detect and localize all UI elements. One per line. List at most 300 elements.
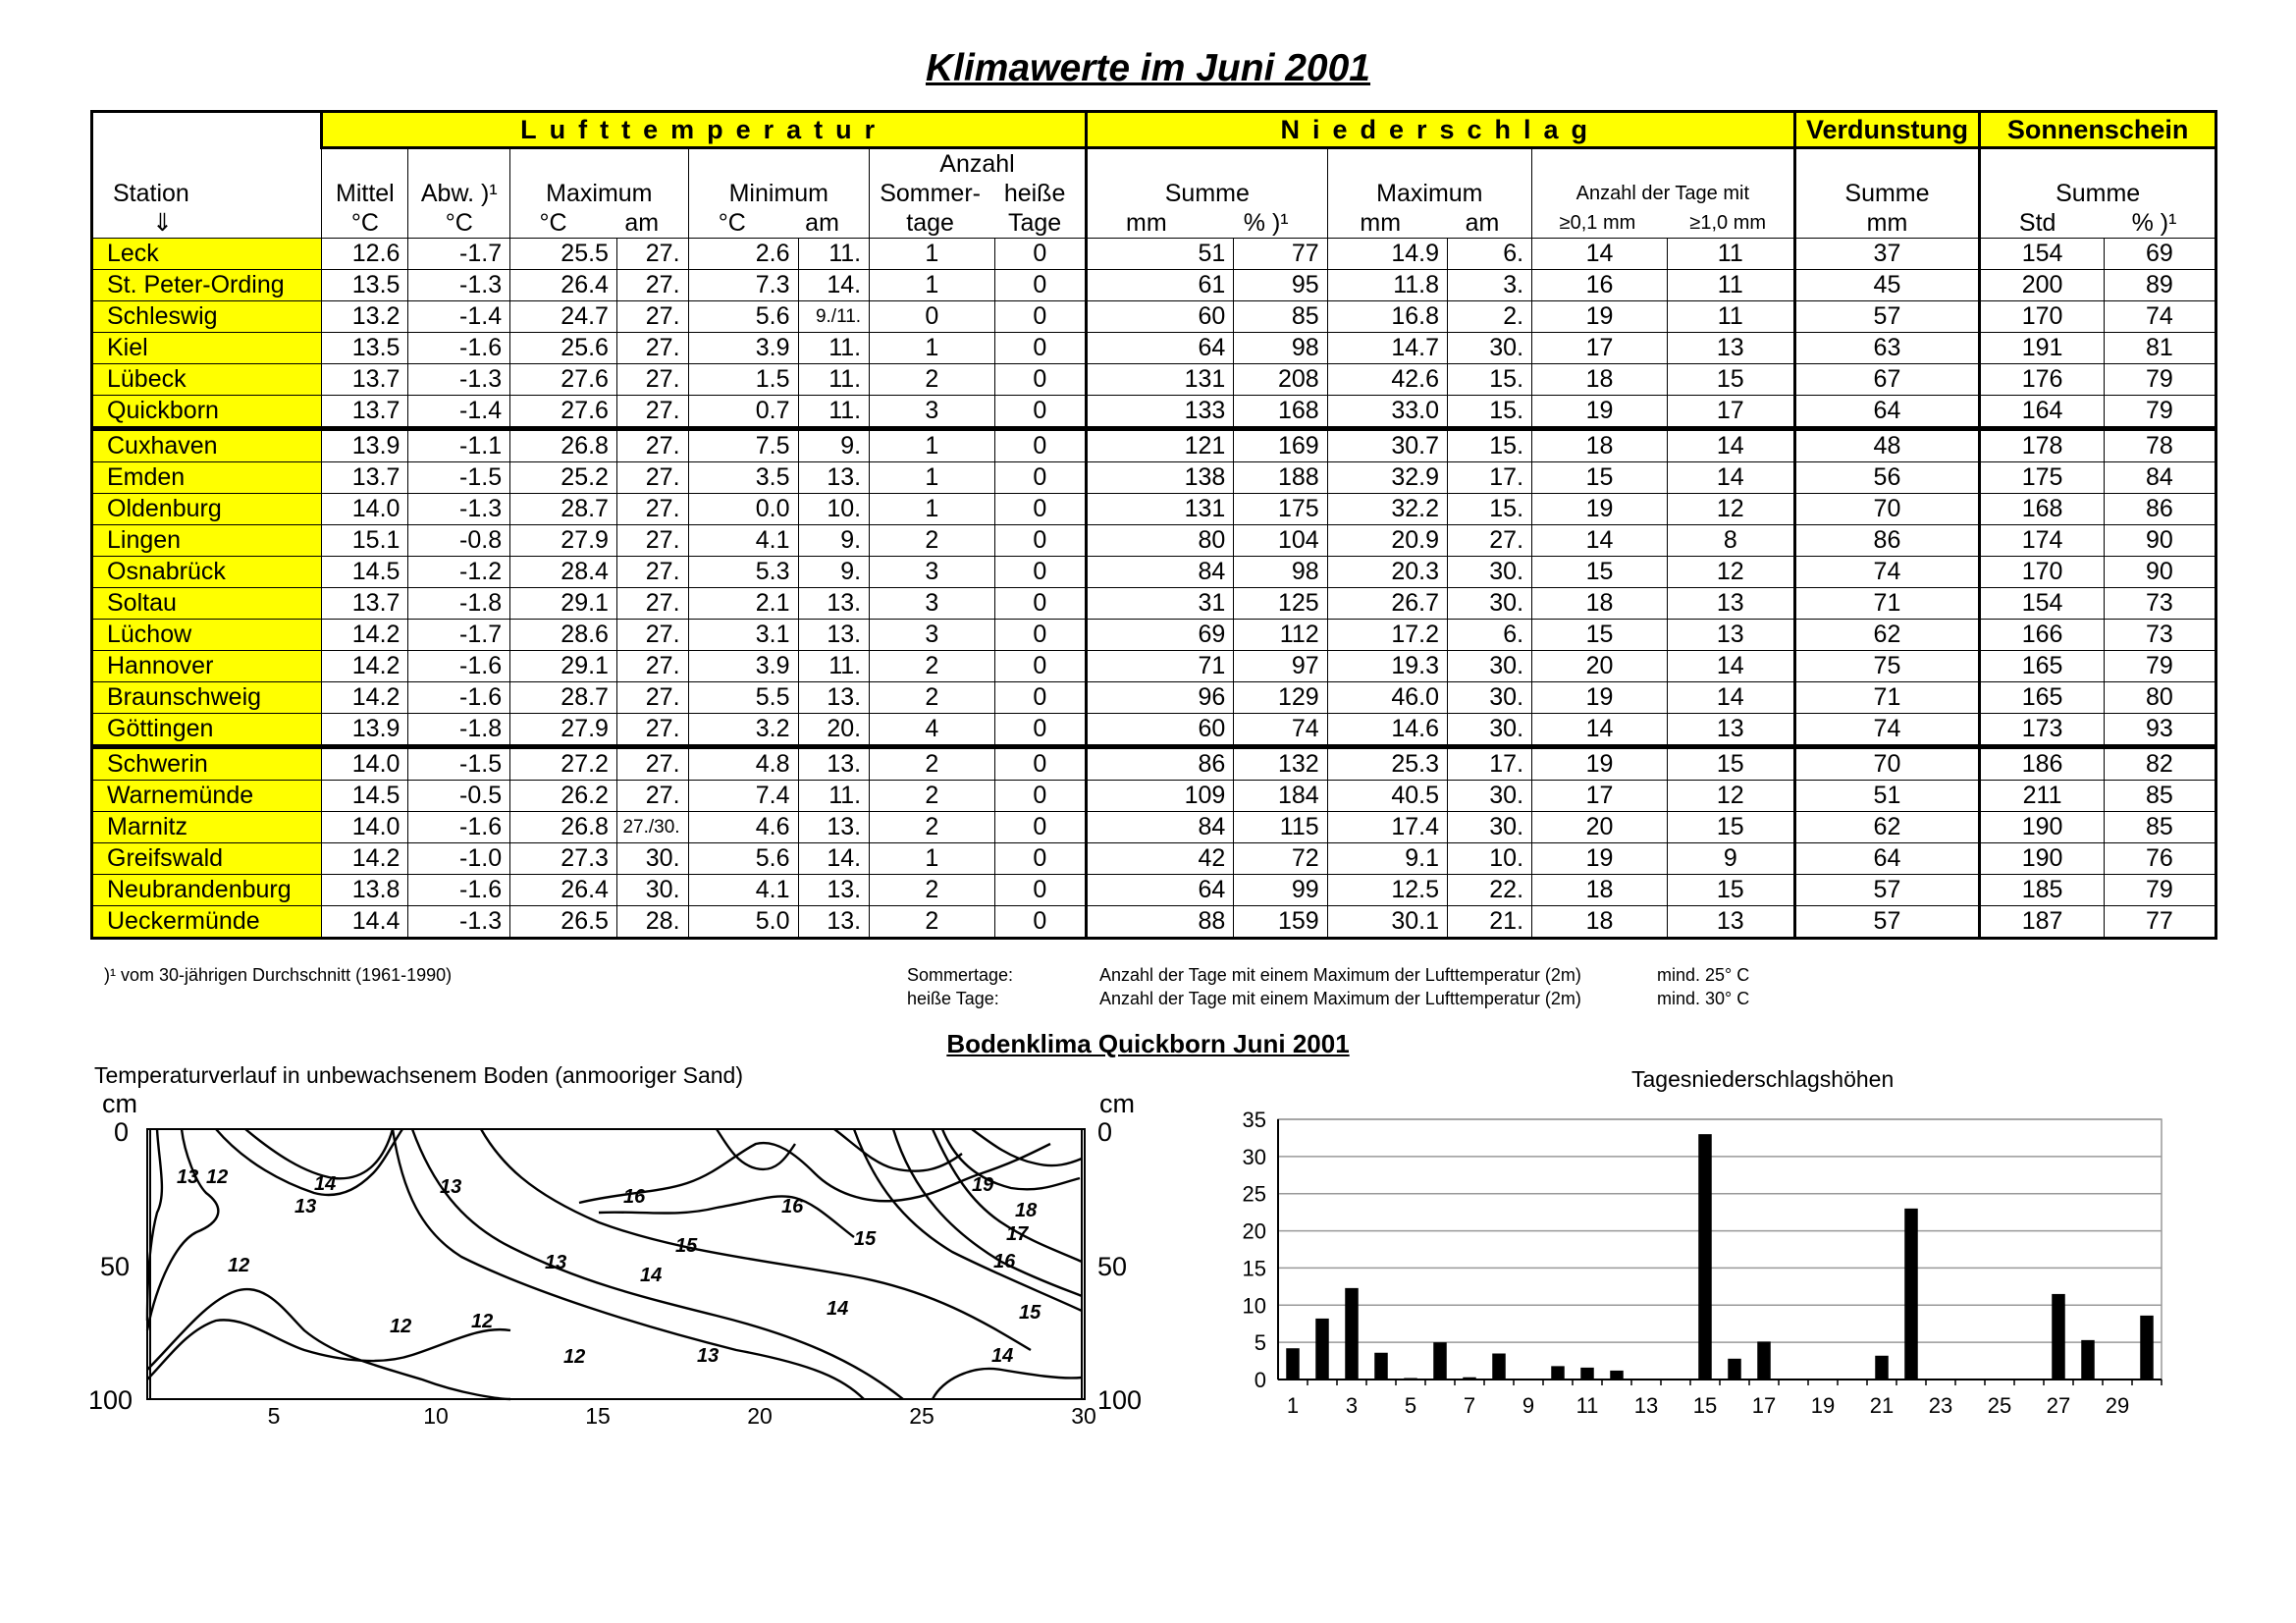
- table-row: [92, 494, 2216, 525]
- table-cell: 27.: [1448, 525, 1532, 557]
- table-cell: 14: [1667, 682, 1794, 714]
- station-header-top: [92, 112, 322, 148]
- table-cell: 14.2: [322, 682, 408, 714]
- group-header-sonnenschein: Sonnenschein: [1980, 112, 2216, 148]
- table-cell: 27.: [616, 747, 688, 781]
- table-cell: 12.5: [1327, 875, 1447, 906]
- table-row: [92, 843, 2216, 875]
- table-cell: 1: [870, 494, 995, 525]
- table-cell: 51: [1794, 781, 1980, 812]
- table-cell: 37: [1794, 239, 1980, 270]
- table-cell: 190: [1980, 812, 2104, 843]
- contour-label: 13: [545, 1252, 567, 1273]
- group-header-niederschlag: Niederschlag: [1086, 112, 1794, 148]
- table-cell: 13.: [798, 747, 870, 781]
- station-name: Leck: [92, 239, 322, 270]
- table-cell: 14.: [798, 270, 870, 301]
- table-cell: 7.5: [688, 429, 798, 462]
- table-cell: 30.: [1448, 651, 1532, 682]
- x-tick-label: 7: [1463, 1393, 1476, 1418]
- table-cell: 121: [1086, 429, 1233, 462]
- station-name: Ueckermünde: [92, 906, 322, 939]
- header-minimum: Minimum °C am: [688, 148, 870, 239]
- table-cell: 27.6: [510, 396, 617, 429]
- x-tick-label: 17: [1751, 1393, 1777, 1418]
- table-cell: -1.6: [408, 812, 510, 843]
- station-name: Lüchow: [92, 620, 322, 651]
- table-cell: 26.7: [1327, 588, 1447, 620]
- table-cell: -1.4: [408, 396, 510, 429]
- table-cell: 27.: [616, 239, 688, 270]
- table-cell: 17.4: [1327, 812, 1447, 843]
- table-cell: 15: [1667, 747, 1794, 781]
- table-cell: 57: [1794, 906, 1980, 939]
- sommertage-text: Anzahl der Tage mit einem Maximum der Lufttemperatur (2m): [1099, 965, 1581, 985]
- table-cell: 0: [994, 270, 1086, 301]
- bar: [1345, 1288, 1359, 1380]
- table-cell: 32.2: [1327, 494, 1447, 525]
- contour-label: 13: [294, 1196, 317, 1217]
- contour-label: 12: [228, 1255, 250, 1276]
- table-cell: 2: [870, 781, 995, 812]
- y-tick-label: 15: [1242, 1256, 1266, 1281]
- table-cell: 178: [1980, 429, 2104, 462]
- table-row: [92, 906, 2216, 939]
- table-cell: 30.: [1448, 588, 1532, 620]
- table-cell: 11: [1667, 270, 1794, 301]
- table-cell: 14.7: [1327, 333, 1447, 364]
- table-cell: 28.7: [510, 682, 617, 714]
- table-cell: 4.6: [688, 812, 798, 843]
- table-row: [92, 301, 2216, 333]
- contour-label: 15: [854, 1228, 877, 1250]
- table-row: [92, 364, 2216, 396]
- table-cell: 19: [1532, 301, 1668, 333]
- x-tick-label: 5: [1404, 1393, 1417, 1418]
- table-cell: 131: [1086, 364, 1233, 396]
- station-name: Lingen: [92, 525, 322, 557]
- table-cell: 17: [1667, 396, 1794, 429]
- table-cell: 1: [870, 843, 995, 875]
- contour-ytick-left-100: 100: [88, 1385, 133, 1415]
- table-cell: 170: [1980, 557, 2104, 588]
- table-cell: 79: [2104, 364, 2216, 396]
- page-title: Klimawerte im Juni 2001: [925, 47, 1371, 89]
- table-cell: 14.4: [322, 906, 408, 939]
- table-cell: 2: [870, 747, 995, 781]
- table-cell: 14.5: [322, 557, 408, 588]
- contour-lines: [147, 1129, 1082, 1399]
- table-cell: 4.8: [688, 747, 798, 781]
- contour-label: 14: [640, 1265, 663, 1286]
- table-cell: 76: [2104, 843, 2216, 875]
- table-cell: 77: [1234, 239, 1327, 270]
- table-row: [92, 875, 2216, 906]
- table-cell: 4: [870, 714, 995, 747]
- table-cell: 51: [1086, 239, 1233, 270]
- station-name: St. Peter-Ording: [92, 270, 322, 301]
- table-cell: 11: [1667, 239, 1794, 270]
- bodenklima-title: Bodenklima Quickborn Juni 2001: [946, 1029, 1350, 1058]
- table-cell: 19: [1532, 747, 1668, 781]
- table-cell: 112: [1234, 620, 1327, 651]
- contour-label: 16: [623, 1186, 646, 1208]
- header-anzahl: Anzahl Sommer- tage heiße Tage: [870, 148, 1087, 239]
- table-cell: 25.6: [510, 333, 617, 364]
- table-cell: 13: [1667, 620, 1794, 651]
- table-cell: 46.0: [1327, 682, 1447, 714]
- header-mittel: Mittel °C: [322, 148, 408, 239]
- table-cell: 184: [1234, 781, 1327, 812]
- table-cell: 191: [1980, 333, 2104, 364]
- table-cell: 5.5: [688, 682, 798, 714]
- table-cell: 20: [1532, 812, 1668, 843]
- table-cell: 13: [1667, 588, 1794, 620]
- table-cell: 2: [870, 682, 995, 714]
- contour-label: 16: [993, 1251, 1016, 1272]
- table-cell: 64: [1794, 843, 1980, 875]
- table-cell: 73: [2104, 588, 2216, 620]
- table-cell: 86: [1086, 747, 1233, 781]
- table-cell: 2: [870, 525, 995, 557]
- table-cell: 13.9: [322, 714, 408, 747]
- table-cell: 79: [2104, 396, 2216, 429]
- x-tick-label: 23: [1928, 1393, 1953, 1418]
- table-cell: 86: [1794, 525, 1980, 557]
- table-cell: 29.1: [510, 588, 617, 620]
- table-cell: 26.4: [510, 875, 617, 906]
- contour-xtick: 10: [423, 1403, 449, 1429]
- table-cell: 18: [1532, 906, 1668, 939]
- table-cell: 2: [870, 906, 995, 939]
- table-cell: 10.: [798, 494, 870, 525]
- x-tick-label: 15: [1692, 1393, 1718, 1418]
- table-cell: 170: [1980, 301, 2104, 333]
- table-cell: 82: [2104, 747, 2216, 781]
- table-cell: 169: [1234, 429, 1327, 462]
- table-cell: 29.1: [510, 651, 617, 682]
- table-cell: 0: [994, 588, 1086, 620]
- table-cell: 40.5: [1327, 781, 1447, 812]
- table-cell: 3.9: [688, 651, 798, 682]
- bar: [1463, 1378, 1476, 1380]
- table-cell: -1.0: [408, 843, 510, 875]
- table-row: [92, 781, 2216, 812]
- table-row: [92, 462, 2216, 494]
- table-cell: 2.6: [688, 239, 798, 270]
- table-cell: 27.: [616, 714, 688, 747]
- bar: [1404, 1378, 1417, 1380]
- table-cell: 0: [870, 301, 995, 333]
- table-cell: 9.: [798, 557, 870, 588]
- table-cell: 15: [1532, 462, 1668, 494]
- table-cell: -1.2: [408, 557, 510, 588]
- table-cell: 27.: [616, 494, 688, 525]
- table-cell: 13.: [798, 875, 870, 906]
- table-cell: 208: [1234, 364, 1327, 396]
- table-cell: 132: [1234, 747, 1327, 781]
- bar: [1610, 1371, 1624, 1380]
- table-cell: 5.6: [688, 301, 798, 333]
- table-cell: 154: [1980, 239, 2104, 270]
- table-cell: 32.9: [1327, 462, 1447, 494]
- sommertage-label: Sommertage:: [907, 965, 1014, 985]
- table-cell: 11.: [798, 651, 870, 682]
- table-cell: 0: [994, 462, 1086, 494]
- table-cell: 26.4: [510, 270, 617, 301]
- table-cell: 30.: [1448, 781, 1532, 812]
- table-cell: 11: [1667, 301, 1794, 333]
- table-cell: 0: [994, 494, 1086, 525]
- table-cell: 67: [1794, 364, 1980, 396]
- table-cell: 98: [1234, 557, 1327, 588]
- table-cell: 11.: [798, 364, 870, 396]
- x-tick-label: 3: [1345, 1393, 1359, 1418]
- table-cell: 27.: [616, 364, 688, 396]
- table-cell: -0.8: [408, 525, 510, 557]
- table-row: [92, 682, 2216, 714]
- table-cell: 18: [1532, 588, 1668, 620]
- table-cell: 13.: [798, 588, 870, 620]
- table-cell: -1.3: [408, 494, 510, 525]
- table-cell: 2: [870, 651, 995, 682]
- table-body: [92, 239, 2216, 939]
- table-cell: 15: [1532, 620, 1668, 651]
- contour-label: 12: [390, 1316, 412, 1337]
- header-sommertage: Sommer- tage: [880, 180, 981, 237]
- table-cell: 14.9: [1327, 239, 1447, 270]
- contour-label: 13: [697, 1345, 720, 1367]
- station-name: Greifswald: [92, 843, 322, 875]
- table-cell: 26.5: [510, 906, 617, 939]
- table-cell: 42: [1086, 843, 1233, 875]
- table-cell: 97: [1234, 651, 1327, 682]
- table-cell: 13: [1667, 714, 1794, 747]
- table-cell: 15.1: [322, 525, 408, 557]
- bar: [1875, 1356, 1889, 1380]
- station-name: Kiel: [92, 333, 322, 364]
- table-cell: 64: [1794, 396, 1980, 429]
- table-row: [92, 429, 2216, 462]
- table-cell: 30.: [1448, 557, 1532, 588]
- table-cell: 168: [1980, 494, 2104, 525]
- x-tick-label: 9: [1522, 1393, 1535, 1418]
- bar: [1580, 1368, 1594, 1380]
- table-cell: 56: [1794, 462, 1980, 494]
- y-tick-label: 10: [1242, 1293, 1266, 1319]
- table-cell: 27.: [616, 620, 688, 651]
- table-cell: 61: [1086, 270, 1233, 301]
- table-cell: -1.6: [408, 682, 510, 714]
- table-cell: 22.: [1448, 875, 1532, 906]
- table-cell: 19.3: [1327, 651, 1447, 682]
- table-cell: 27.: [616, 462, 688, 494]
- table-cell: 0: [994, 875, 1086, 906]
- heisse-label: heiße Tage:: [907, 989, 999, 1008]
- table-cell: 30.: [1448, 682, 1532, 714]
- table-cell: -1.3: [408, 364, 510, 396]
- contour-xtick: 30: [1071, 1403, 1096, 1429]
- bar: [1433, 1342, 1447, 1380]
- table-cell: 62: [1794, 620, 1980, 651]
- table-cell: 7.3: [688, 270, 798, 301]
- table-cell: 138: [1086, 462, 1233, 494]
- table-cell: 11.: [798, 333, 870, 364]
- plot-area: [1278, 1119, 2162, 1380]
- table-cell: 84: [1086, 557, 1233, 588]
- table-cell: 9.: [798, 429, 870, 462]
- table-cell: -1.1: [408, 429, 510, 462]
- table-cell: 13.: [798, 906, 870, 939]
- table-cell: -1.8: [408, 588, 510, 620]
- contour-ytick-right-0: 0: [1097, 1117, 1113, 1147]
- table-cell: 129: [1234, 682, 1327, 714]
- table-cell: 25.2: [510, 462, 617, 494]
- table-cell: -1.3: [408, 906, 510, 939]
- contour-label: 16: [781, 1196, 804, 1217]
- table-cell: 0: [994, 301, 1086, 333]
- table-cell: 13.7: [322, 364, 408, 396]
- bar: [2052, 1294, 2065, 1380]
- y-tick-label: 25: [1242, 1181, 1266, 1207]
- table-cell: 20: [1532, 651, 1668, 682]
- y-tick-label: 35: [1242, 1109, 1266, 1132]
- table-cell: 28.7: [510, 494, 617, 525]
- table-cell: 211: [1980, 781, 2104, 812]
- table-cell: 14: [1667, 651, 1794, 682]
- contour-xtick: 25: [909, 1403, 934, 1429]
- table-row: [92, 714, 2216, 747]
- station-name: Schwerin: [92, 747, 322, 781]
- x-tick-label: 19: [1810, 1393, 1836, 1418]
- table-cell: 0: [994, 620, 1086, 651]
- table-cell: 3.5: [688, 462, 798, 494]
- table-cell: 17.2: [1327, 620, 1447, 651]
- bar: [1728, 1359, 1741, 1380]
- table-cell: 79: [2104, 875, 2216, 906]
- table-cell: 25.3: [1327, 747, 1447, 781]
- table-cell: 5.3: [688, 557, 798, 588]
- table-cell: 89: [2104, 270, 2216, 301]
- table-cell: 2: [870, 812, 995, 843]
- contour-ytick-left-0: 0: [114, 1117, 130, 1147]
- table-cell: 14.6: [1327, 714, 1447, 747]
- table-cell: 30.: [1448, 333, 1532, 364]
- contour-unit-right: cm: [1099, 1089, 1135, 1118]
- table-cell: 3.1: [688, 620, 798, 651]
- table-cell: 71: [1794, 588, 1980, 620]
- table-row: [92, 396, 2216, 429]
- station-name: Hannover: [92, 651, 322, 682]
- table-cell: -0.5: [408, 781, 510, 812]
- table-cell: 74: [2104, 301, 2216, 333]
- contour-chart: [88, 1085, 1178, 1438]
- table-cell: 57: [1794, 875, 1980, 906]
- contour-caption: Temperaturverlauf in unbewachsenem Boden (anmooriger Sand): [94, 1062, 743, 1088]
- contour-label: 15: [1019, 1302, 1041, 1324]
- table-cell: 13.: [798, 682, 870, 714]
- header-n-maximum: Maximum mm am: [1327, 148, 1531, 239]
- table-cell: 28.4: [510, 557, 617, 588]
- table-cell: 9./11.: [798, 301, 870, 333]
- table-cell: 9.: [798, 525, 870, 557]
- contour-label: 14: [991, 1345, 1014, 1367]
- table-cell: 28.: [616, 906, 688, 939]
- table-cell: 12: [1667, 494, 1794, 525]
- table-cell: 11.8: [1327, 270, 1447, 301]
- table-cell: 80: [1086, 525, 1233, 557]
- contour-label: 15: [675, 1235, 698, 1257]
- table-cell: -1.5: [408, 747, 510, 781]
- contour-xtick: 15: [585, 1403, 611, 1429]
- table-cell: 27.: [616, 781, 688, 812]
- table-cell: 3.2: [688, 714, 798, 747]
- header-heisse-tage: heiße Tage: [1003, 180, 1066, 237]
- table-cell: 0: [994, 525, 1086, 557]
- table-cell: -1.3: [408, 270, 510, 301]
- table-cell: -1.5: [408, 462, 510, 494]
- table-cell: 0: [994, 239, 1086, 270]
- table-cell: 14: [1532, 525, 1668, 557]
- table-cell: 14: [1532, 239, 1668, 270]
- table-cell: 13.: [798, 620, 870, 651]
- table-cell: 27.: [616, 333, 688, 364]
- table-cell: 74: [1794, 714, 1980, 747]
- table-cell: 30.1: [1327, 906, 1447, 939]
- table-cell: 74: [1794, 557, 1980, 588]
- table-cell: 27.: [616, 557, 688, 588]
- bar: [1757, 1341, 1771, 1380]
- table-cell: 12.6: [322, 239, 408, 270]
- contour-label: 13: [177, 1166, 199, 1188]
- table-cell: 2: [870, 875, 995, 906]
- contour-xtick: 5: [267, 1403, 281, 1429]
- table-cell: -1.7: [408, 239, 510, 270]
- table-cell: 69: [1086, 620, 1233, 651]
- table-cell: 2.: [1448, 301, 1532, 333]
- table-cell: 17.: [1448, 747, 1532, 781]
- table-cell: 86: [2104, 494, 2216, 525]
- table-cell: 0: [994, 714, 1086, 747]
- heisse-text: Anzahl der Tage mit einem Maximum der Lufttemperatur (2m): [1099, 989, 1581, 1008]
- table-cell: 187: [1980, 906, 2104, 939]
- table-cell: 14.2: [322, 843, 408, 875]
- table-cell: 9: [1667, 843, 1794, 875]
- table-cell: 1: [870, 333, 995, 364]
- table-cell: 16.8: [1327, 301, 1447, 333]
- table-cell: 15.: [1448, 396, 1532, 429]
- table-cell: 26.2: [510, 781, 617, 812]
- x-tick-label: 25: [1987, 1393, 2012, 1418]
- table-cell: 27.: [616, 429, 688, 462]
- table-cell: 0: [994, 906, 1086, 939]
- header-anzahl-tage: Anzahl der Tage mit ≥0,1 mm ≥1,0 mm: [1532, 148, 1795, 239]
- table-cell: 70: [1794, 747, 1980, 781]
- table-cell: 0: [994, 557, 1086, 588]
- table-cell: 15: [1667, 875, 1794, 906]
- table-cell: 10.: [1448, 843, 1532, 875]
- x-tick-label: 21: [1869, 1393, 1895, 1418]
- table-cell: 13.7: [322, 588, 408, 620]
- table-cell: 71: [1086, 651, 1233, 682]
- table-cell: -1.8: [408, 714, 510, 747]
- table-cell: 13.2: [322, 301, 408, 333]
- table-cell: 27.: [616, 682, 688, 714]
- table-cell: 28.6: [510, 620, 617, 651]
- table-row: [92, 747, 2216, 781]
- table-row: [92, 270, 2216, 301]
- table-row: [92, 525, 2216, 557]
